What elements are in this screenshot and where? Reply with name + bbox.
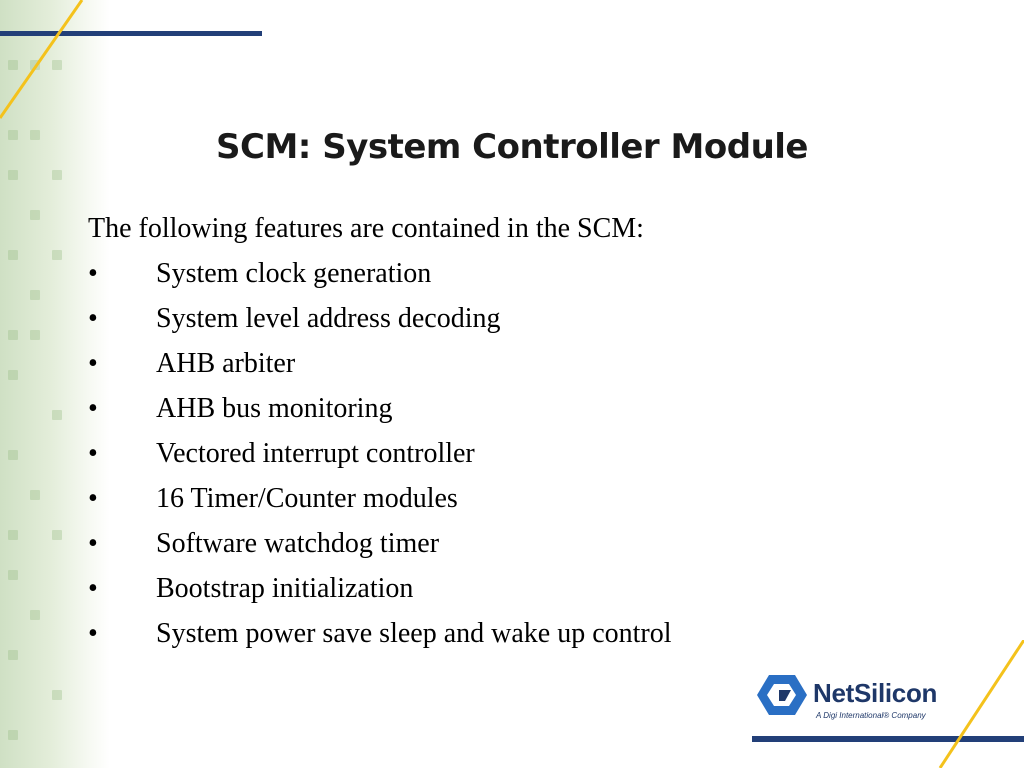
list-item-text: System level address decoding — [156, 303, 501, 334]
bullet-icon: • — [88, 258, 98, 289]
list-item-text: 16 Timer/Counter modules — [156, 483, 458, 514]
bullet-icon: • — [88, 303, 98, 334]
list-item-text: Software watchdog timer — [156, 528, 440, 559]
bullet-icon: • — [88, 393, 98, 424]
feature-list — [88, 251, 968, 656]
logo-tagline: A Digi International® Company — [816, 711, 926, 720]
bottom-yellow-slash — [900, 640, 1024, 768]
slide-content — [88, 206, 968, 656]
list-item — [88, 521, 968, 566]
list-item-text: AHB bus monitoring — [156, 393, 393, 424]
bullet-icon: • — [88, 573, 98, 604]
netsilicon-logo-icon — [755, 672, 809, 723]
list-item — [88, 566, 968, 611]
bullet-icon: • — [88, 483, 98, 514]
list-item-text: Vectored interrupt controller — [156, 438, 475, 469]
list-item — [88, 341, 968, 386]
list-item — [88, 611, 968, 656]
list-item — [88, 386, 968, 431]
slide-title: SCM: System Controller Module — [216, 126, 808, 167]
list-item-text: System clock generation — [156, 258, 432, 289]
intro-text: The following features are contained in the SCM: — [88, 213, 644, 244]
list-item — [88, 431, 968, 476]
list-item — [88, 296, 968, 341]
logo-wordmark: NetSilicon — [813, 678, 938, 708]
list-item-text: AHB arbiter — [156, 348, 296, 379]
top-yellow-slash — [0, 0, 120, 130]
list-item-text: System power save sleep and wake up control — [156, 618, 672, 649]
bullet-icon: • — [88, 528, 98, 559]
bullet-icon: • — [88, 348, 98, 379]
list-item — [88, 251, 968, 296]
bullet-icon: • — [88, 438, 98, 469]
list-item — [88, 476, 968, 521]
bullet-icon: • — [88, 618, 98, 649]
list-item-text: Bootstrap initialization — [156, 573, 414, 604]
